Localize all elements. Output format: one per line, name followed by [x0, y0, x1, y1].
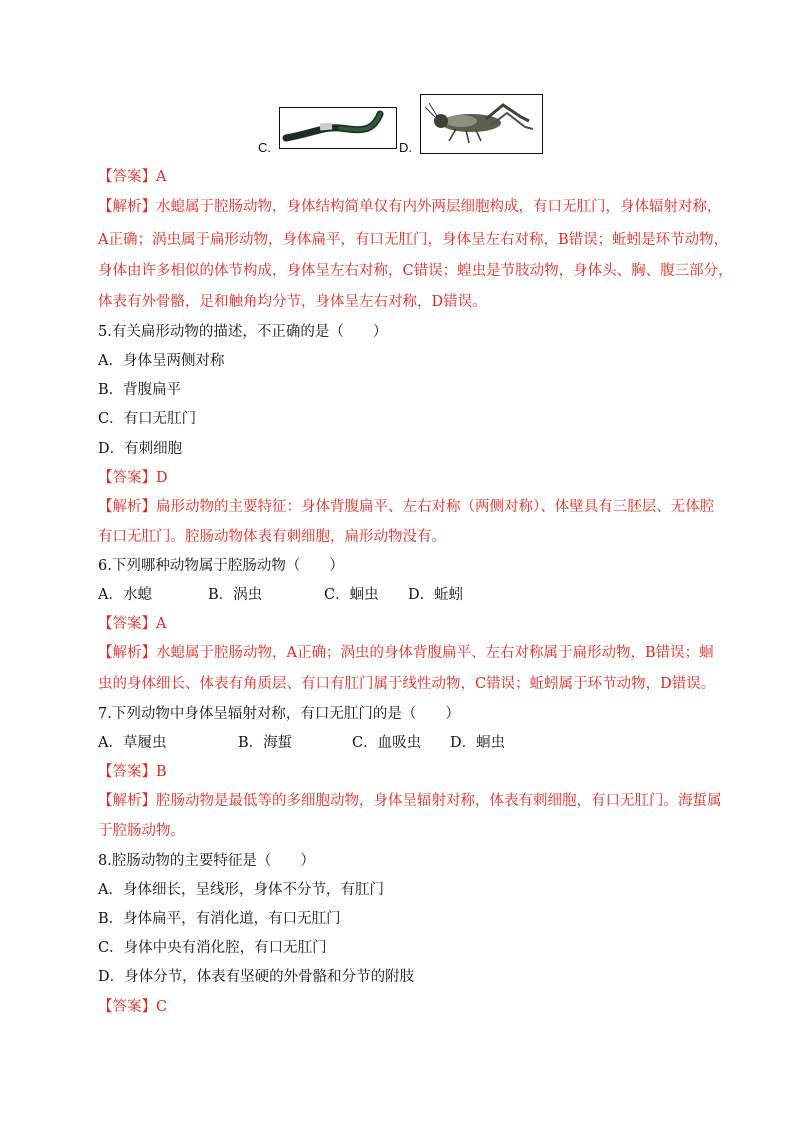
q6-option-b: B．涡虫	[208, 587, 263, 603]
q7-option-c: C．血吸虫	[352, 735, 422, 751]
q5-option-b: B．背腹扁平	[98, 382, 182, 398]
q5-answer: 【答案】D	[98, 470, 168, 486]
option-d-label: D.	[399, 140, 412, 155]
q6-analysis-line: 【解析】水螅属于腔肠动物，A正确；涡虫的身体背腹扁平、左右对称属于扁形动物，B错误；蛔	[98, 645, 714, 661]
q5-analysis-line: 有口无肛门。腔肠动物体表有刺细胞，扁形动物没有。	[98, 529, 446, 545]
q4-analysis-line: A正确；涡虫属于扁形动物，身体扁平，有口无肛门，身体呈左右对称，B错误；蚯蚓是环节动物，	[98, 232, 729, 248]
figure-options-row	[0, 94, 800, 156]
q5-option-d: D．有刺细胞	[98, 441, 183, 457]
q4-answer: 【答案】A	[98, 169, 167, 185]
q8-answer: 【答案】C	[98, 999, 168, 1015]
q4-analysis-line: 身体由许多相似的体节构成，身体呈左右对称，C错误；蝗虫是节肢动物，身体头、胸、腹三部分，	[98, 263, 733, 279]
grasshopper-image	[420, 94, 543, 154]
q5-analysis-line: 【解析】扁形动物的主要特征：身体背腹扁平、左右对称（两侧对称）、体壁具有三胚层、无体腔	[98, 499, 715, 515]
q5-option-a: A．身体呈两侧对称	[98, 353, 225, 369]
q4-analysis-line: 【解析】水螅属于腔肠动物，身体结构简单仅有内外两层细胞构成，有口无肛门，身体辐射对称，	[98, 199, 722, 215]
q8-option-d: D．身体分节，体表有坚硬的外骨骼和分节的附肢	[98, 969, 415, 985]
q4-analysis-line: 体表有外骨骼，足和触角均分节，身体呈左右对称，D错误。	[98, 294, 487, 310]
q7-answer: 【答案】B	[98, 764, 167, 780]
q8-option-a: A．身体细长，呈线形，身体不分节，有肛门	[98, 882, 384, 898]
q8-option-b: B．身体扁平，有消化道，有口无肛门	[98, 911, 341, 927]
q7-question: 7.下列动物中身体呈辐射对称，有口无肛门的是（ ）	[98, 706, 460, 722]
q6-options-row	[98, 585, 463, 605]
q7-options-row	[98, 733, 505, 753]
q7-analysis-line: 于腔肠动物。	[98, 823, 185, 839]
grasshopper-icon	[421, 95, 541, 152]
q6-answer: 【答案】A	[98, 616, 167, 632]
q6-option-c: C．蛔虫	[324, 587, 379, 603]
q6-question: 6.下列哪种动物属于腔肠动物（ ）	[98, 558, 344, 574]
q5-option-c: C．有口无肛门	[98, 411, 197, 427]
q6-option-a: A．水螅	[98, 587, 152, 603]
q6-option-d: D．蚯蚓	[408, 587, 464, 603]
earthworm-image	[279, 107, 397, 149]
q7-option-b: B．海蜇	[238, 735, 293, 751]
q8-option-c: C．身体中央有消化腔，有口无肛门	[98, 940, 327, 956]
q5-question: 5.有关扁形动物的描述，不正确的是（ ）	[98, 324, 388, 340]
q7-option-a: A．草履虫	[98, 735, 167, 751]
q8-question: 8.腔肠动物的主要特征是（ ）	[98, 853, 315, 869]
option-c-label: C.	[258, 140, 271, 155]
q7-option-d: D．蛔虫	[450, 735, 506, 751]
earthworm-icon	[280, 108, 395, 147]
q6-analysis-line: 虫的身体细长、体表有角质层、有口有肛门属于线性动物，C错误；蚯蚓属于环节动物，D错误。	[98, 676, 716, 692]
q7-analysis-line: 【解析】腔肠动物是最低等的多细胞动物，身体呈辐射对称，体表有刺细胞，有口无肛门。海蜇属	[98, 793, 722, 809]
